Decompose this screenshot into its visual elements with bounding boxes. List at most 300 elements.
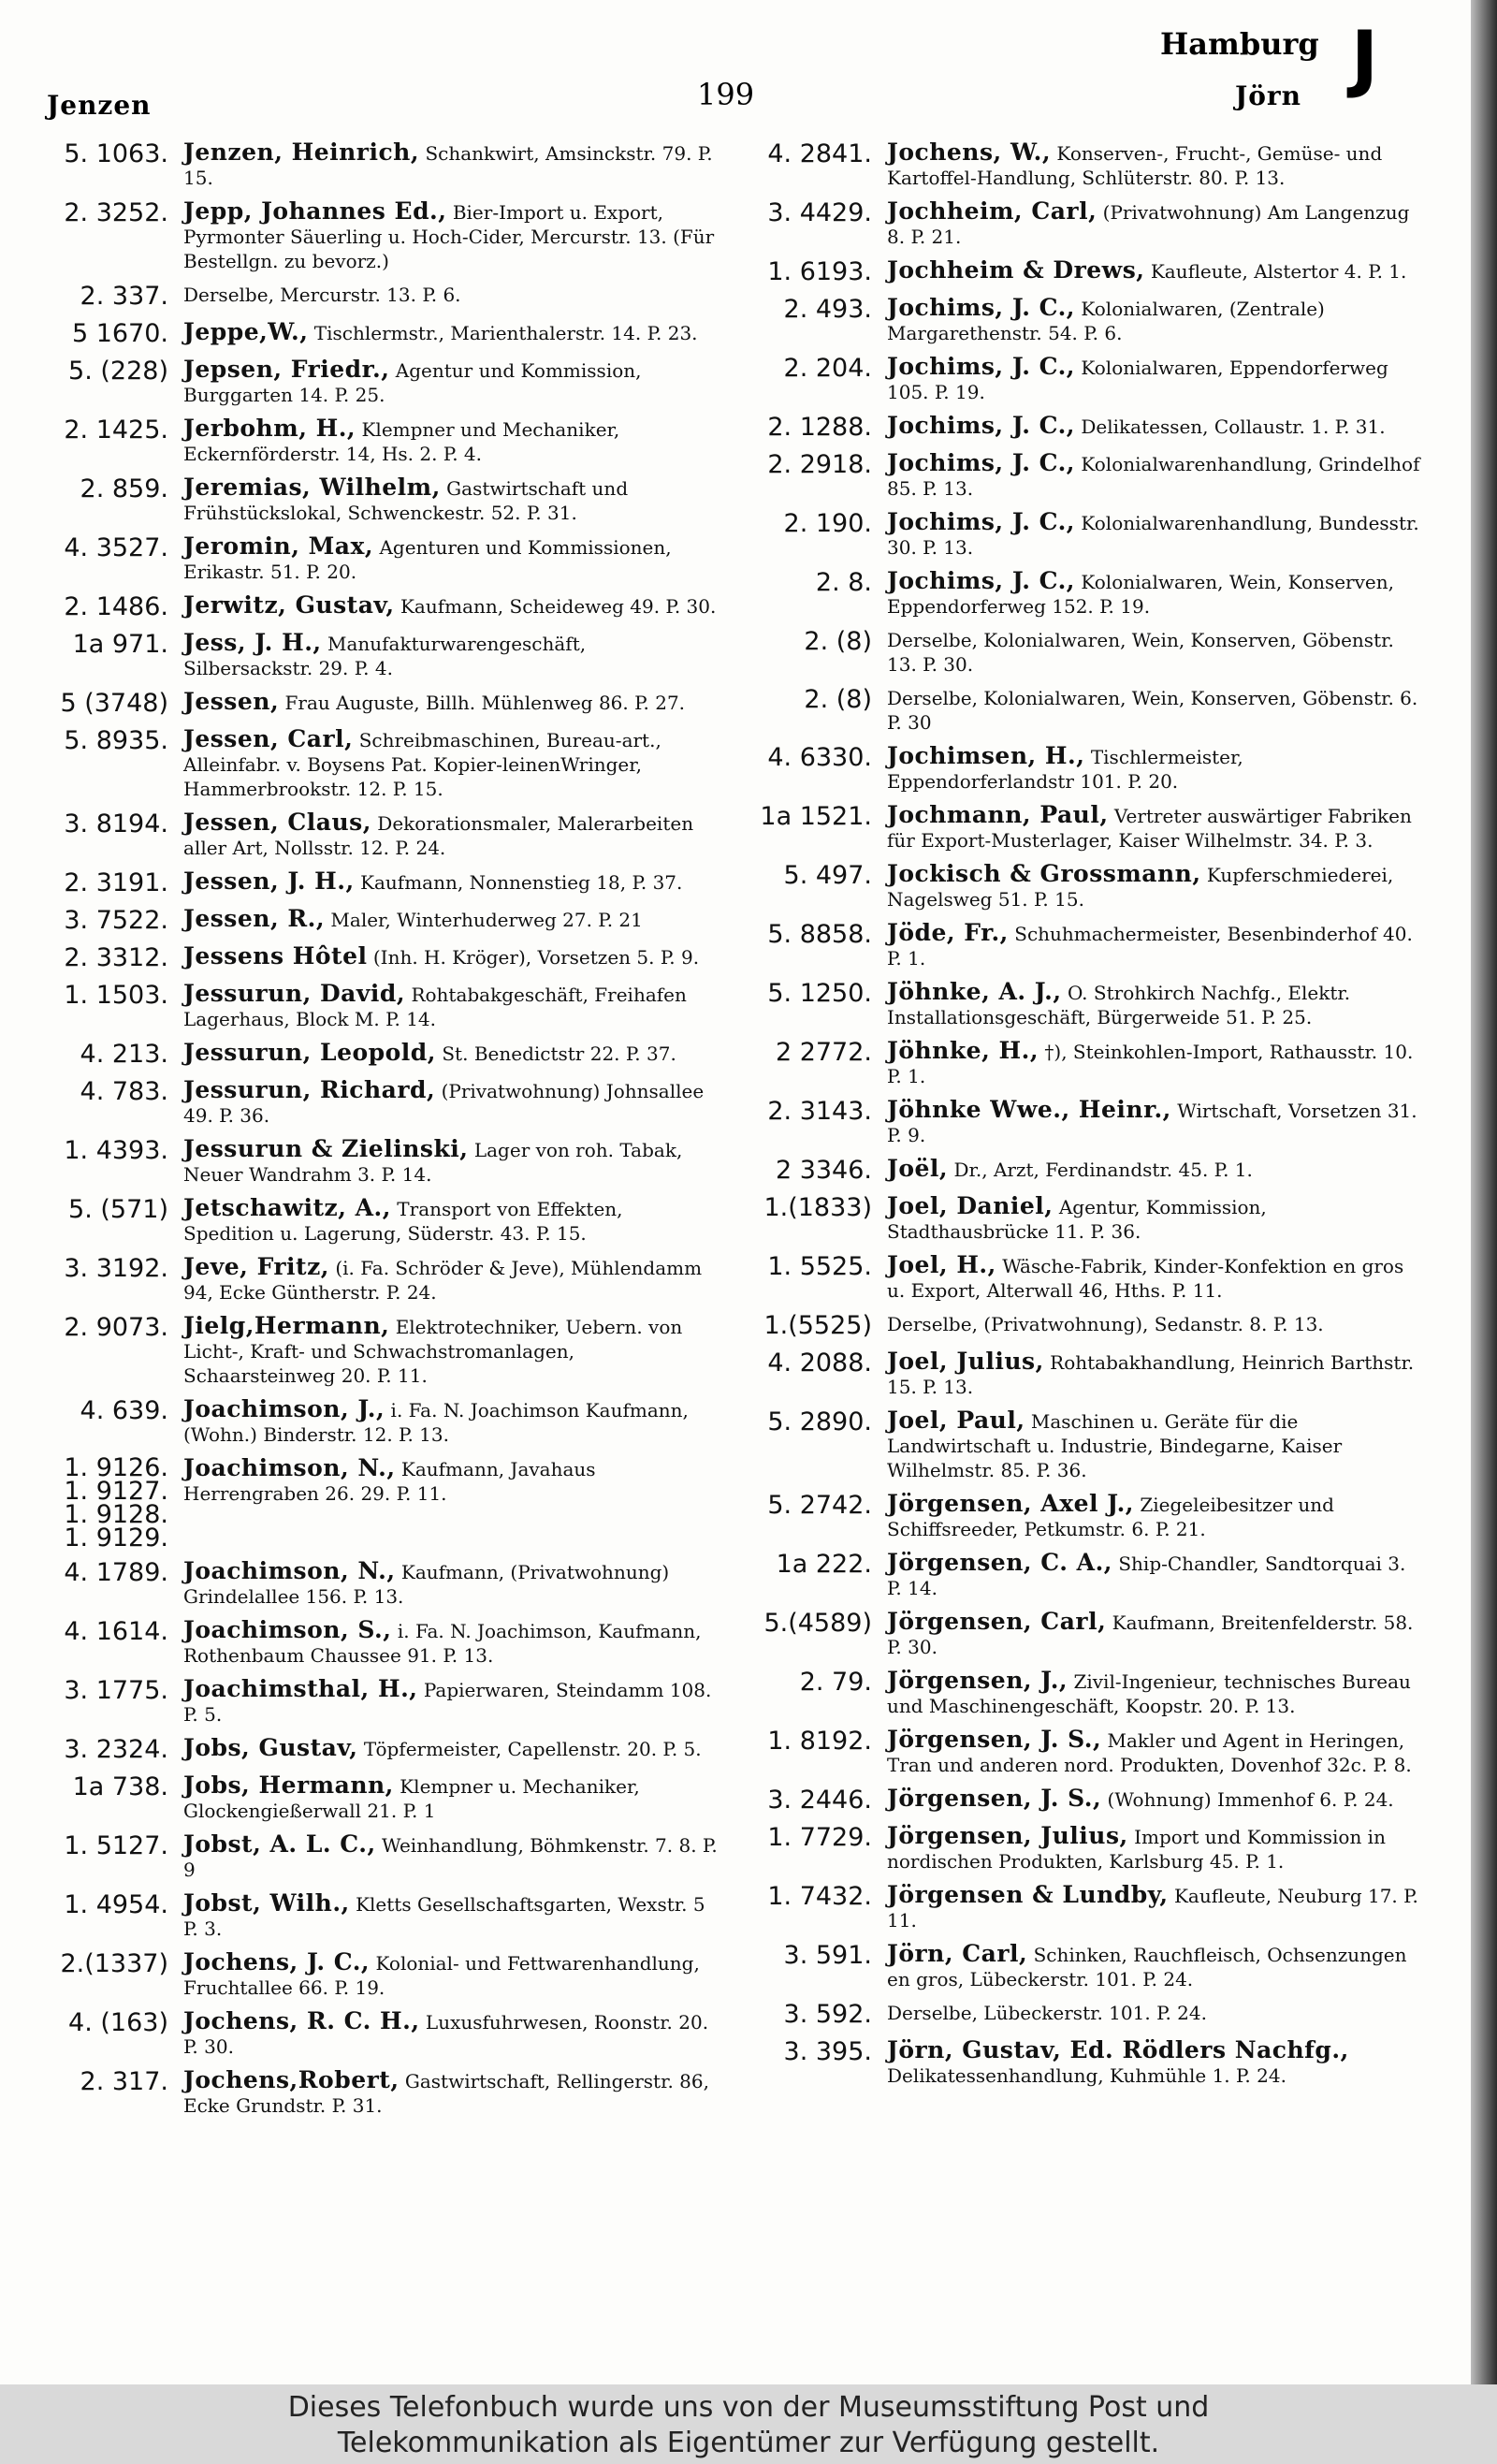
- subscriber-name: Joachimsthal, H.,: [183, 1675, 418, 1702]
- entry-text: [183, 727, 719, 801]
- directory-entry: [748, 921, 1422, 970]
- subscriber-details: Kolonialwaren, (Zentrale) Margarethenstr. 54. P. 6.: [887, 298, 1325, 344]
- entry-text: [183, 593, 719, 621]
- phone-number: 3. 7522.: [64, 906, 168, 935]
- subscriber-details: Agentur und Kommission, Burggarten 14. P. 25.: [183, 359, 642, 406]
- directory-entry: [45, 199, 719, 273]
- entry-text: [887, 1098, 1422, 1147]
- subscriber-details: Kolonialwarenhandlung, Grindelhof 85. P. 13.: [887, 453, 1420, 500]
- directory-entry: [45, 1078, 719, 1128]
- directory-entry: [748, 1312, 1422, 1340]
- directory-entry: [748, 414, 1422, 442]
- directory-entry: [45, 810, 719, 860]
- subscriber-details: Kolonial- und Fettwarenhandlung, Fruchtallee 66. P. 19.: [183, 1952, 700, 1999]
- subscriber-name: Joel, H.,: [887, 1251, 996, 1278]
- directory-entry: [748, 744, 1422, 794]
- directory-entry: [748, 1824, 1422, 1874]
- directory-entry: [45, 1773, 719, 1823]
- entry-text: [183, 1255, 719, 1305]
- directory-entry: [45, 357, 719, 407]
- directory-entry: [748, 686, 1422, 735]
- phone-number: 2. 190.: [783, 509, 872, 538]
- entry-text: [887, 510, 1422, 560]
- subscriber-name: Joachimson, N.,: [183, 1557, 396, 1584]
- subscriber-name: Jerwitz, Gustav,: [183, 591, 395, 619]
- subscriber-details: Frau Auguste, Billh. Mühlenweg 86. P. 27.: [284, 692, 686, 714]
- subscriber-name: Jessurun, David,: [183, 980, 406, 1007]
- subscriber-details: Kolonialwaren, Eppendorferweg 105. P. 19.: [887, 357, 1388, 403]
- subscriber-name: Jielg,Hermann,: [183, 1312, 390, 1339]
- subscriber-details: Papierwaren, Steindamm 108. P. 5.: [183, 1679, 712, 1726]
- entry-text: [183, 1891, 719, 1941]
- subscriber-name: Jöhnke Wwe., Heinr.,: [887, 1096, 1171, 1123]
- entry-text: [887, 1312, 1422, 1340]
- subscriber-details: Derselbe, Kolonialwaren, Wein, Konserven, Göbenstr. 13. P. 30.: [887, 629, 1394, 676]
- subscriber-details: Rohtabakgeschäft, Freihafen Lagerhaus, Block M. P. 14.: [183, 984, 687, 1030]
- subscriber-details: Agenturen und Kommissionen, Erikastr. 51. P. 20.: [183, 536, 672, 583]
- subscriber-name: Jessen, Claus,: [183, 809, 371, 836]
- entry-text: [887, 1157, 1422, 1185]
- phone-number: 1. 1503.: [64, 981, 168, 1010]
- subscriber-details: Kaufleute, Alstertor 4. P. 1.: [1150, 260, 1407, 283]
- entry-text: [887, 921, 1422, 970]
- subscriber-details: (Privatwohnung) Am Langenzug 8. P. 21.: [887, 201, 1410, 248]
- subscriber-details: Elektrotechniker, Uebern. von Licht-, Kraft- und Schwachstromanlagen, Schaarsteinweg 20. P. 11.: [183, 1316, 683, 1387]
- subscriber-details: Maschinen u. Geräte für die Landwirtschaft u. Industrie, Bindegarne, Kaiser Wilhelmstr. 85. P. 36.: [887, 1410, 1343, 1481]
- entry-text: [183, 2068, 719, 2118]
- entry-text: [887, 1039, 1422, 1088]
- subscriber-details: Kupferschmiederei, Nagelsweg 51. P. 15.: [887, 864, 1394, 911]
- directory-entry: [45, 1255, 719, 1305]
- entry-text: [183, 982, 719, 1031]
- entry-text: [183, 1078, 719, 1128]
- subscriber-details: Klempner u. Mechaniker, Glockengießerwall 21. P. 1: [183, 1775, 640, 1822]
- phone-number: 5 1670.: [71, 319, 168, 348]
- entry-text: [183, 199, 719, 273]
- phone-number: 2. 9073.: [64, 1313, 168, 1342]
- directory-entry: [45, 2009, 719, 2059]
- phone-number: 5. 8858.: [767, 920, 872, 949]
- subscriber-details: St. Benedictstr 22. P. 37.: [442, 1042, 676, 1065]
- entry-text: [183, 1736, 719, 1764]
- subscriber-name: Jörgensen, Julius,: [887, 1822, 1128, 1849]
- entry-text: [183, 631, 719, 680]
- subscriber-details: Makler und Agent in Heringen, Tran und anderen nord. Produkten, Dovenhof 32c. P. 8.: [887, 1729, 1412, 1776]
- entry-text: [887, 414, 1422, 442]
- subscriber-details: Delikatessen, Collaustr. 1. P. 31.: [1081, 416, 1386, 438]
- subscriber-details: O. Strohkirch Nachfg., Elektr. Installationsgeschäft, Bürgerweide 51. P. 25.: [887, 982, 1351, 1028]
- phone-number: 3. 592.: [783, 2000, 872, 2029]
- phone-number: 2. 2918.: [767, 450, 872, 479]
- subscriber-details: Ship-Chandler, Sandtorquai 3. P. 14.: [887, 1553, 1406, 1599]
- subscriber-name: Jöhnke, H.,: [887, 1037, 1039, 1064]
- entry-text: [887, 355, 1422, 404]
- subscriber-name: Jochims, J. C.,: [887, 412, 1075, 439]
- entry-text: [887, 1883, 1422, 1932]
- subscriber-details: Vertreter auswärtiger Fabriken für Export-Musterlager, Kaiser Wilhelmstr. 34. P. 3.: [887, 805, 1412, 852]
- subscriber-name: Jochens, J. C.,: [183, 1948, 371, 1976]
- subscriber-name: Jessen, R.,: [183, 905, 326, 932]
- subscriber-details: Kaufmann, Breitenfelderstr. 58. P. 30.: [887, 1611, 1414, 1658]
- subscriber-name: Jepsen, Friedr.,: [183, 356, 390, 383]
- phone-number: 5. 2890.: [767, 1407, 872, 1436]
- phone-number: 5 (3748): [60, 689, 168, 718]
- subscriber-name: Jörgensen, C. A.,: [887, 1549, 1112, 1576]
- entry-text: [887, 1942, 1422, 1991]
- directory-entry: [748, 1883, 1422, 1932]
- subscriber-name: Jochims, J. C.,: [887, 567, 1075, 594]
- right-column: [748, 140, 1422, 2097]
- phone-number: 3. 4429.: [767, 198, 872, 227]
- directory-entry: [748, 1728, 1422, 1777]
- subscriber-name: Jochims, J. C.,: [887, 294, 1075, 321]
- subscriber-name: Jörgensen, Axel J.,: [887, 1490, 1135, 1517]
- phone-number: 2. (8): [804, 627, 872, 656]
- phone-number: 4. 2088.: [767, 1349, 872, 1378]
- subscriber-name: Jobs, Hermann,: [183, 1771, 394, 1799]
- phone-number: 5. (571): [68, 1195, 168, 1224]
- phone-number: 5. 8935.: [64, 726, 168, 755]
- running-header-right: Jörn: [1235, 80, 1302, 111]
- subscriber-name: Joel, Daniel,: [887, 1192, 1054, 1219]
- subscriber-name: Jöhnke, A. J.,: [887, 978, 1062, 1005]
- directory-entry: [748, 296, 1422, 345]
- phone-number: 5. 1063.: [64, 139, 168, 168]
- subscriber-details: Zivil-Ingenieur, technisches Bureau und Maschinengeschäft, Koopstr. 20. P. 13.: [887, 1670, 1411, 1717]
- subscriber-name: Jessens Hôtel: [183, 942, 368, 970]
- directory-entry: [748, 1157, 1422, 1185]
- directory-entry: [45, 1314, 719, 1388]
- entry-text: [887, 1669, 1422, 1718]
- entry-text: [887, 980, 1422, 1029]
- subscriber-details: Tischlermeister, Eppendorferlandstr 101. P. 20.: [887, 746, 1243, 793]
- entry-text: [887, 1824, 1422, 1874]
- phone-number: 4. 2841.: [767, 139, 872, 168]
- directory-entry: [45, 1677, 719, 1727]
- subscriber-name: Jörn, Carl,: [887, 1940, 1028, 1967]
- entry-text: [887, 1408, 1422, 1482]
- subscriber-details: Dr., Arzt, Ferdinandstr. 45. P. 1.: [953, 1159, 1253, 1181]
- entry-text: [183, 357, 719, 407]
- subscriber-details: Töpfermeister, Capellenstr. 20. P. 5.: [363, 1738, 702, 1760]
- phone-number: 5. (228): [68, 357, 168, 386]
- phone-number: 2. 3312.: [64, 943, 168, 972]
- subscriber-name: Joachimson, N.,: [183, 1454, 396, 1481]
- subscriber-details: Wäsche-Fabrik, Kinder-Konfektion en gros u. Export, Alterwall 46, Hths. P. 11.: [887, 1255, 1404, 1302]
- subscriber-name: Jörgensen & Lundby,: [887, 1881, 1169, 1908]
- subscriber-details: Schreibmaschinen, Bureau-art., Alleinfabr. v. Boysens Pat. Kopier-leinenWringer, Hammerbrookstr. 12. P. 15.: [183, 729, 661, 800]
- subscriber-details: Luxusfuhrwesen, Roonstr. 20. P. 30.: [183, 2011, 709, 2058]
- subscriber-details: (Wohnung) Immenhof 6. P. 24.: [1107, 1788, 1394, 1811]
- subscriber-name: Jeromin, Max,: [183, 532, 374, 560]
- subscriber-name: Jeve, Fritz,: [183, 1253, 329, 1280]
- subscriber-details: Bier-Import u. Export, Pyrmonter Säuerling u. Hoch-Cider, Mercurstr. 13. (Für Bestellgn. zu bevorz.): [183, 201, 715, 272]
- entry-text: [183, 1456, 719, 1550]
- phone-number: 2.(1337): [60, 1949, 168, 1978]
- subscriber-name: Joël,: [887, 1155, 949, 1182]
- phone-number: 2. 204.: [783, 354, 872, 383]
- entry-text: [183, 2009, 719, 2059]
- entry-text: [887, 2038, 1422, 2088]
- subscriber-details: Rohtabakhandlung, Heinrich Barthstr. 15. P. 13.: [887, 1351, 1415, 1398]
- entry-text: [183, 1559, 719, 1609]
- directory-entry: [748, 1194, 1422, 1244]
- phone-number: 1a 1521.: [760, 802, 872, 831]
- entry-text: [887, 1786, 1422, 1815]
- subscriber-name: Jeremias, Wilhelm,: [183, 474, 441, 501]
- subscriber-details: Kaufmann, Scheideweg 49. P. 30.: [400, 595, 717, 618]
- subscriber-details: Kolonialwaren, Wein, Konserven, Eppendorferweg 152. P. 19.: [887, 571, 1394, 618]
- phone-number: 4. 6330.: [767, 743, 872, 772]
- footer-line-2: Telekommunikation als Eigentümer zur Verfügung gestellt.: [337, 2427, 1160, 2459]
- directory-entry: [45, 320, 719, 348]
- entry-text: [183, 140, 719, 190]
- phone-number: 2. 493.: [783, 295, 872, 324]
- subscriber-name: Jeppe,W.,: [183, 318, 309, 345]
- directory-entry: [45, 869, 719, 897]
- directory-entry: [748, 1786, 1422, 1815]
- subscriber-details: (Inh. H. Kröger), Vorsetzen 5. P. 9.: [372, 946, 700, 969]
- entry-text: [887, 140, 1422, 190]
- directory-entry: [748, 140, 1422, 190]
- phone-number: 3. 395.: [783, 2037, 872, 2066]
- phone-number: 3. 8194.: [64, 809, 168, 838]
- entry-text: [183, 869, 719, 897]
- subscriber-details: Maler, Winterhuderweg 27. P. 21: [330, 909, 643, 931]
- directory-entry: [748, 980, 1422, 1029]
- phone-number: 2. 317.: [80, 2067, 168, 2096]
- subscriber-name: Joachimson, J.,: [183, 1395, 385, 1422]
- subscriber-name: Jerbohm, H.,: [183, 415, 356, 442]
- directory-entry: [748, 1349, 1422, 1399]
- entry-text: [887, 296, 1422, 345]
- entry-text: [183, 1773, 719, 1823]
- directory-entry: [45, 1618, 719, 1668]
- directory-entry: [45, 534, 719, 584]
- phone-number: 2. 8.: [815, 568, 872, 597]
- phone-number: 2. 859.: [80, 474, 168, 503]
- subscriber-details: †), Steinkohlen-Import, Rathausstr. 10. P. 1.: [887, 1041, 1414, 1087]
- phone-number: 1. 9126. 1. 9127. 1. 9128. 1. 9129.: [64, 1453, 168, 1553]
- directory-entry: [748, 1551, 1422, 1600]
- subscriber-details: Kaufmann, (Privatwohnung) Grindelallee 156. P. 13.: [183, 1561, 670, 1608]
- subscriber-name: Jobst, Wilh.,: [183, 1889, 350, 1917]
- subscriber-name: Jochmann, Paul,: [887, 801, 1109, 828]
- entry-text: [183, 1832, 719, 1882]
- directory-entry: [45, 1950, 719, 2000]
- phone-number: 1. 5525.: [767, 1252, 872, 1281]
- entry-text: [887, 1551, 1422, 1600]
- directory-entry: [748, 199, 1422, 249]
- phone-number: 1a 222.: [776, 1550, 872, 1579]
- subscriber-name: Jochims, J. C.,: [887, 449, 1075, 476]
- subscriber-name: Jochimsen, H.,: [887, 742, 1085, 769]
- directory-entry: [45, 1891, 719, 1941]
- entry-text: [183, 810, 719, 860]
- subscriber-details: Lager von roh. Tabak, Neuer Wandrahm 3. P. 14.: [183, 1139, 683, 1186]
- running-header-city: Hamburg: [1160, 26, 1319, 62]
- directory-entry: [45, 283, 719, 311]
- entry-text: [887, 1194, 1422, 1244]
- entry-text: [887, 451, 1422, 501]
- subscriber-name: Jochims, J. C.,: [887, 353, 1075, 380]
- subscriber-name: Jetschawitz, A.,: [183, 1194, 391, 1221]
- subscriber-name: Jessurun, Richard,: [183, 1076, 436, 1103]
- footer-line-1: Dieses Telefonbuch wurde uns von der Museumsstiftung Post und: [287, 2391, 1210, 2424]
- subscriber-details: Tischlermstr., Marienthalerstr. 14. P. 23.: [313, 322, 698, 344]
- entry-text: [887, 258, 1422, 286]
- subscriber-name: Jessen,: [183, 688, 280, 715]
- entry-text: [183, 1618, 719, 1668]
- subscriber-details: Agentur, Kommission, Stadthausbrücke 11. P. 36.: [887, 1196, 1267, 1243]
- directory-entry: [748, 510, 1422, 560]
- phone-number: 2. 1288.: [767, 413, 872, 442]
- entry-text: [887, 1492, 1422, 1541]
- subscriber-details: Schinken, Rauchfleisch, Ochsenzungen en gros, Lübeckerstr. 101. P. 24.: [887, 1944, 1407, 1990]
- directory-entry: [45, 1196, 719, 1246]
- subscriber-name: Jessurun, Leopold,: [183, 1039, 436, 1066]
- entry-text: [183, 1950, 719, 2000]
- subscriber-name: Joel, Julius,: [887, 1348, 1044, 1375]
- directory-entry: [748, 451, 1422, 501]
- entry-text: [887, 199, 1422, 249]
- phone-number: 1.(5525): [763, 1311, 872, 1340]
- directory-entry: [748, 862, 1422, 911]
- subscriber-details: Weinhandlung, Böhmkenstr. 7. 8. P. 9: [183, 1834, 718, 1881]
- subscriber-details: Gastwirtschaft, Rellingerstr. 86, Ecke Grundstr. P. 31.: [183, 2070, 709, 2117]
- phone-number: 5. 2742.: [767, 1491, 872, 1520]
- subscriber-name: Jörgensen, J. S.,: [887, 1785, 1102, 1812]
- subscriber-details: Schankwirt, Amsinckstr. 79. P. 15.: [183, 142, 713, 189]
- phone-number: 1a 738.: [72, 1772, 168, 1801]
- phone-number: 2. 1425.: [64, 416, 168, 445]
- page-number: 199: [697, 77, 755, 112]
- entry-text: [183, 320, 719, 348]
- subscriber-details: Kaufmann, Nonnenstieg 18, P. 37.: [360, 871, 683, 894]
- phone-number: 3. 591.: [783, 1941, 872, 1970]
- phone-number: 3. 3192.: [64, 1254, 168, 1283]
- subscriber-name: Jessen, Carl,: [183, 725, 354, 752]
- subscriber-name: Jörgensen, J.,: [887, 1667, 1068, 1694]
- entry-text: [183, 475, 719, 525]
- phone-number: 2. 3191.: [64, 868, 168, 897]
- subscriber-details: Transport von Effekten, Spedition u. Lagerung, Süderstr. 43. P. 15.: [183, 1198, 623, 1245]
- directory-entry: [45, 1559, 719, 1609]
- directory-entry: [45, 1137, 719, 1187]
- directory-entry: [748, 1408, 1422, 1482]
- subscriber-name: Jochens, R. C. H.,: [183, 2007, 420, 2034]
- phone-number: 3. 2324.: [64, 1735, 168, 1764]
- subscriber-name: Joel, Paul,: [887, 1407, 1025, 1434]
- subscriber-details: Kaufmann, Javahaus Herrengraben 26. 29. P. 11.: [183, 1458, 596, 1505]
- phone-number: 4. 1789.: [64, 1558, 168, 1587]
- subscriber-details: Klempner und Mechaniker, Eckernförderstr. 14, Hs. 2. P. 4.: [183, 418, 620, 465]
- directory-entry: [748, 1942, 1422, 1991]
- entry-text: [183, 690, 719, 718]
- phone-number: 1. 7432.: [767, 1882, 872, 1911]
- directory-entry: [45, 2068, 719, 2118]
- directory-entry: [748, 1669, 1422, 1718]
- entry-text: [887, 2001, 1422, 2029]
- directory-entry: [748, 803, 1422, 853]
- entry-text: [183, 1196, 719, 1246]
- subscriber-details: Derselbe, Mercurstr. 13. P. 6.: [183, 284, 461, 306]
- entry-text: [887, 1349, 1422, 1399]
- subscriber-details: Derselbe, Lübeckerstr. 101. P. 24.: [887, 2002, 1207, 2024]
- subscriber-name: Jörn, Gustav, Ed. Rödlers Nachfg.,: [887, 2036, 1349, 2063]
- phone-number: 4. (163): [68, 2008, 168, 2037]
- section-letter: J: [1351, 17, 1379, 101]
- subscriber-details: Kolonialwarenhandlung, Bundesstr. 30. P. 13.: [887, 512, 1419, 559]
- entry-text: [183, 1137, 719, 1187]
- subscriber-name: Jobst, A. L. C.,: [183, 1830, 376, 1858]
- directory-entry: [45, 416, 719, 466]
- phone-number: 4. 1614.: [64, 1617, 168, 1646]
- subscriber-name: Jess, J. H.,: [183, 629, 322, 656]
- entry-text: [887, 628, 1422, 677]
- phone-number: 2. 1486.: [64, 592, 168, 621]
- phone-number: 1. 4954.: [64, 1890, 168, 1919]
- entry-text: [887, 744, 1422, 794]
- directory-entry: [748, 1492, 1422, 1541]
- phone-number: 2. 3252.: [64, 198, 168, 227]
- entry-text: [183, 907, 719, 935]
- directory-entry: [45, 1832, 719, 1882]
- subscriber-details: Ziegeleibesitzer und Schiffsreeder, Petkumstr. 6. P. 21.: [887, 1494, 1334, 1540]
- directory-entry: [45, 982, 719, 1031]
- phone-number: 1. 5127.: [64, 1831, 168, 1860]
- directory-entry: [45, 1453, 719, 1553]
- subscriber-name: Jenzen, Heinrich,: [183, 139, 420, 166]
- directory-entry: [748, 1098, 1422, 1147]
- phone-number: 1. 4393.: [64, 1136, 168, 1165]
- phone-number: 5. 1250.: [767, 979, 872, 1008]
- phone-number: 2. 79.: [799, 1668, 872, 1697]
- subscriber-details: Derselbe, Kolonialwaren, Wein, Konserven, Göbenstr. 6. P. 30: [887, 687, 1418, 734]
- phone-number: 3. 2446.: [767, 1786, 872, 1815]
- directory-entry: [45, 1041, 719, 1069]
- directory-entry: [45, 1397, 719, 1447]
- subscriber-name: Jörgensen, J. S.,: [887, 1726, 1102, 1753]
- entry-text: [887, 1610, 1422, 1659]
- entry-text: [887, 1728, 1422, 1777]
- phone-number: 1. 6193.: [767, 257, 872, 286]
- subscriber-name: Jochheim & Drews,: [887, 256, 1145, 284]
- directory-entry: [748, 2001, 1422, 2029]
- subscriber-name: Jochheim, Carl,: [887, 197, 1097, 225]
- entry-text: [887, 569, 1422, 619]
- entry-text: [887, 862, 1422, 911]
- directory-entry: [45, 631, 719, 680]
- phone-number: 5.(4589): [763, 1609, 872, 1638]
- phone-number: 4. 213.: [80, 1040, 168, 1069]
- phone-number: 3. 1775.: [64, 1676, 168, 1705]
- subscriber-name: Joachimson, S.,: [183, 1616, 392, 1643]
- entry-text: [183, 1041, 719, 1069]
- subscriber-details: Derselbe, (Privatwohnung), Sedanstr. 8. P. 13.: [887, 1313, 1324, 1335]
- subscriber-details: i. Fa. N. Joachimson Kaufmann, (Wohn.) Binderstr. 12. P. 13.: [183, 1399, 689, 1446]
- entry-text: [183, 283, 719, 311]
- directory-entry: [748, 355, 1422, 404]
- phone-number: 4. 3527.: [64, 533, 168, 562]
- subscriber-details: Dekorationsmaler, Malerarbeiten aller Art, Nollsstr. 12. P. 24.: [183, 812, 694, 859]
- subscriber-details: Delikatessenhandlung, Kuhmühle 1. P. 24.: [887, 2064, 1286, 2087]
- phone-number: 2 3346.: [775, 1156, 872, 1185]
- footer-caption: [0, 2384, 1497, 2464]
- subscriber-details: (Privatwohnung) Johnsallee 49. P. 36.: [183, 1080, 705, 1127]
- phone-number: 1.(1833): [763, 1193, 872, 1222]
- subscriber-name: Jessen, J. H.,: [183, 868, 355, 895]
